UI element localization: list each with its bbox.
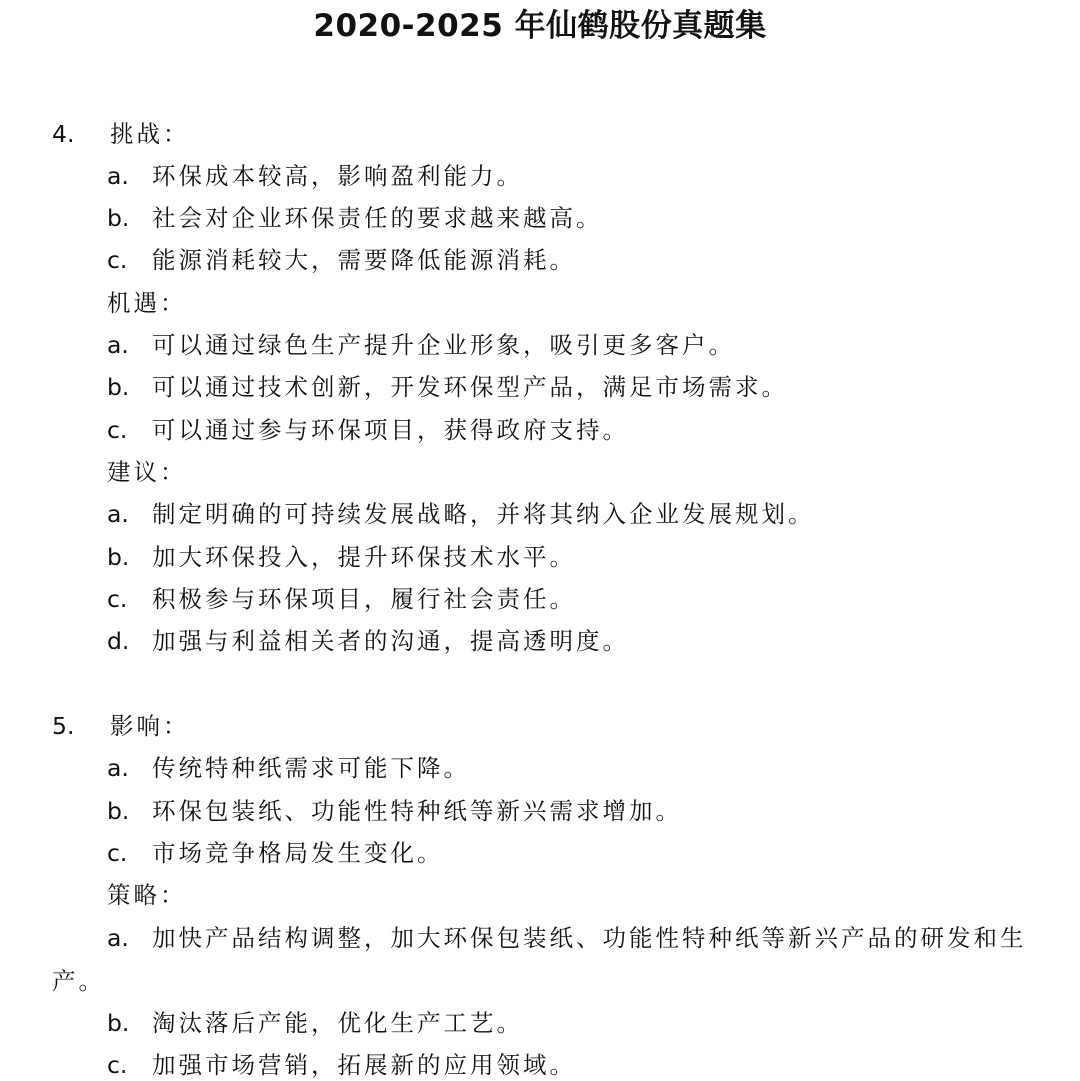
section-5-heading [52,710,190,742]
section-number: 5. [52,712,75,740]
item-text: 环保包装纸、功能性特种纸等新兴需求增加。 [152,797,682,825]
opportunity-item [107,329,735,361]
item-text: 制定明确的可持续发展战略，并将其纳入企业发展规划。 [152,500,815,528]
item-label: b. [107,204,130,232]
item-label: a. [107,754,129,782]
item-label: b. [107,797,130,825]
item-label: b. [107,1009,130,1037]
item-label: d. [107,627,130,655]
item-text: 可以通过技术创新，开发环保型产品，满足市场需求。 [152,373,788,401]
item-label: c. [107,246,128,274]
item-text: 加快产品结构调整，加大环保包装纸、功能性特种纸等新兴产品的研发和生产。 [52,924,1027,995]
item-text: 加大环保投入，提升环保技术水平。 [152,543,576,571]
opportunity-item [107,414,629,446]
item-label: a. [107,162,129,190]
suggestion-item [107,498,815,530]
item-text: 社会对企业环保责任的要求越来越高。 [152,204,603,232]
challenge-item [107,160,523,192]
item-text: 市场竞争格局发生变化。 [152,839,444,867]
opportunity-item [107,371,788,403]
item-label: b. [107,373,130,401]
section-heading: 影响： [110,712,190,740]
strategy-item [107,1049,576,1081]
strategy-heading: 策略： [107,881,187,909]
section-4-heading [52,118,190,150]
item-label: c. [107,416,128,444]
suggestion-item [107,541,576,573]
strategy-item [52,917,1042,1003]
item-label: a. [107,331,129,359]
item-text: 可以通过绿色生产提升企业形象，吸引更多客户。 [152,331,735,359]
suggestions-heading: 建议： [107,458,187,486]
item-label: a. [107,924,129,952]
impact-item [107,837,444,869]
item-text: 淘汰落后产能，优化生产工艺。 [152,1009,523,1037]
item-text: 传统特种纸需求可能下降。 [152,754,470,782]
opportunities-heading: 机遇： [107,289,187,317]
suggestion-item [107,625,629,657]
section-number: 4. [52,120,75,148]
strategy-item [107,1007,523,1039]
item-label: a. [107,500,129,528]
item-text: 可以通过参与环保项目，获得政府支持。 [152,416,629,444]
challenge-item [107,244,576,276]
section-heading: 挑战： [110,120,190,148]
impact-item [107,795,682,827]
item-label: c. [107,839,128,867]
document-title: 2020-2025 年仙鹤股份真题集 [313,8,767,44]
item-label: c. [107,585,128,613]
item-text: 环保成本较高，影响盈利能力。 [152,162,523,190]
item-label: c. [107,1051,128,1079]
suggestion-item [107,583,576,615]
item-text: 加强与利益相关者的沟通，提高透明度。 [152,627,629,655]
item-text: 加强市场营销，拓展新的应用领域。 [152,1051,576,1079]
impact-item [107,752,470,784]
item-text: 能源消耗较大，需要降低能源消耗。 [152,246,576,274]
item-label: b. [107,543,130,571]
item-text: 积极参与环保项目，履行社会责任。 [152,585,576,613]
challenge-item [107,202,603,234]
